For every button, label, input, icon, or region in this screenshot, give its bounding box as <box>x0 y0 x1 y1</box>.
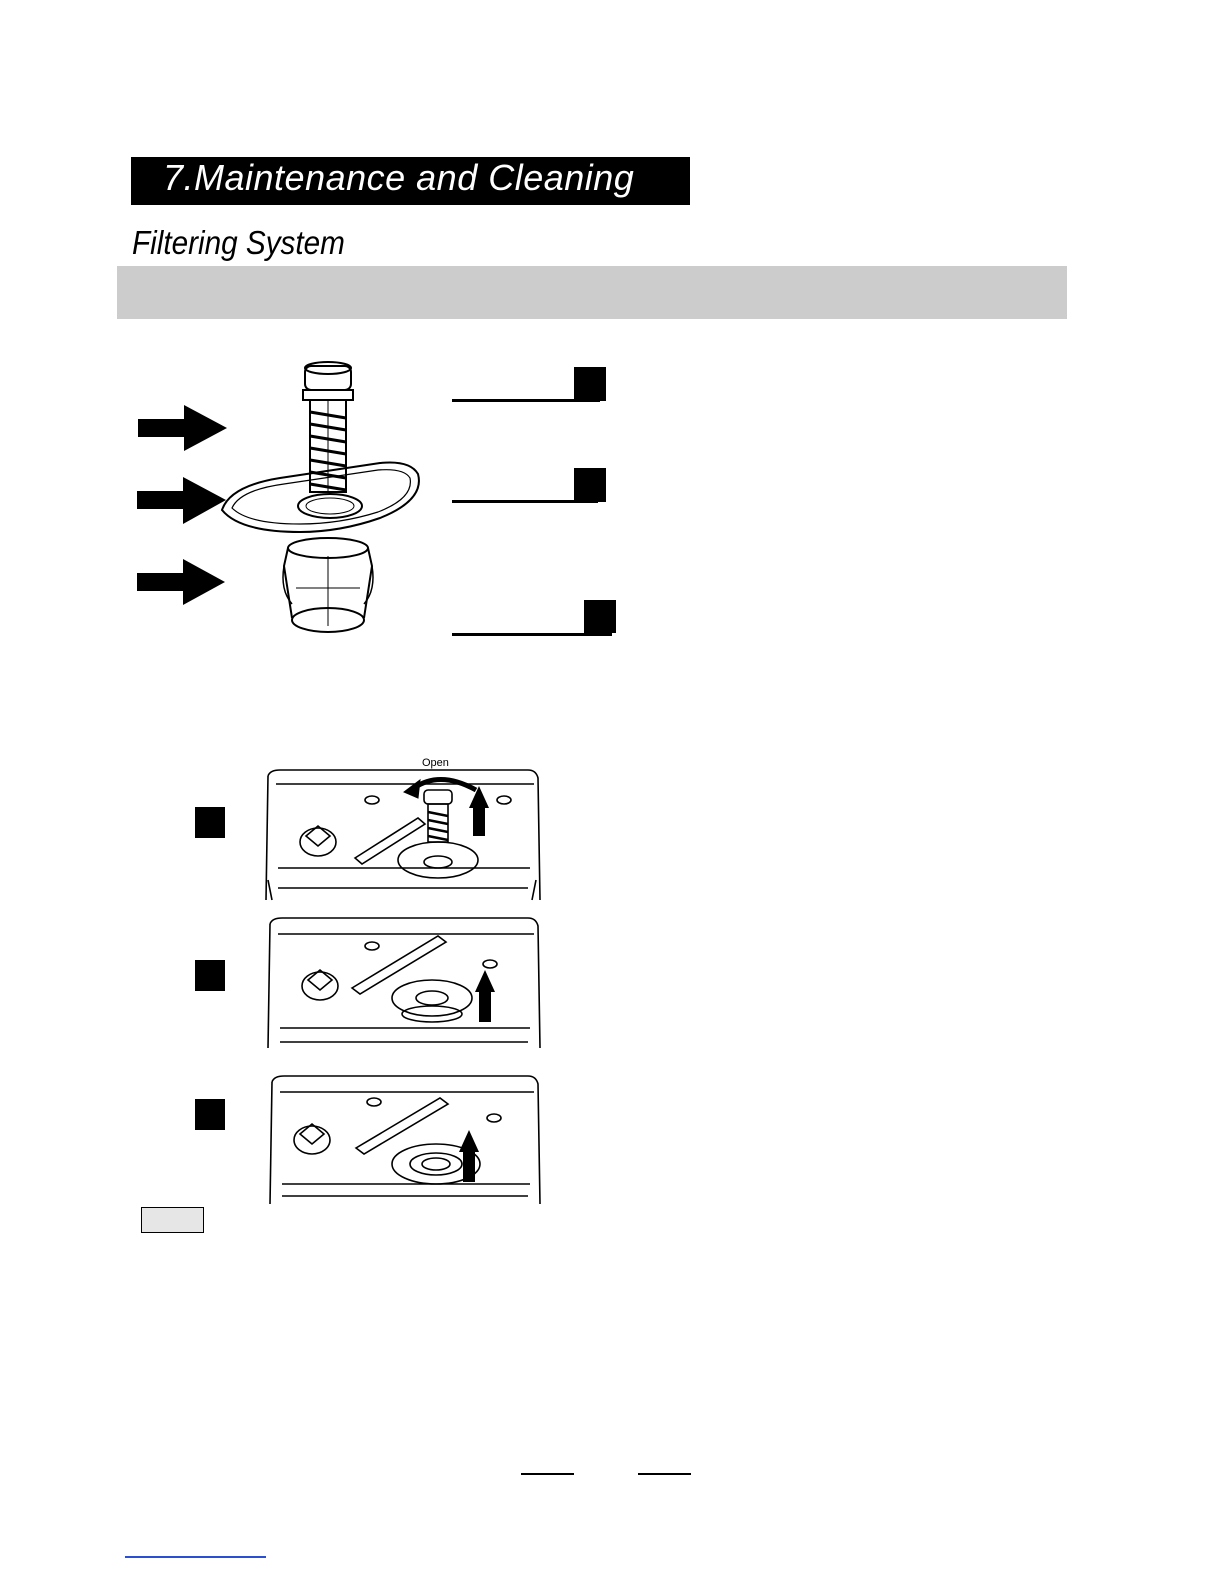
step-callout-square-1 <box>195 807 225 838</box>
leader-line-3 <box>452 633 612 636</box>
open-label: Open <box>422 757 449 769</box>
underline-2 <box>638 1473 691 1475</box>
chapter-title: 7.Maintenance and Cleaning <box>163 157 635 198</box>
pointer-arrow-2 <box>137 477 226 524</box>
underline-1 <box>521 1473 574 1475</box>
callout-square-2 <box>574 468 606 502</box>
note-label-box <box>141 1207 204 1233</box>
open-rotation-arrow <box>404 779 476 798</box>
step-3-illustration <box>270 1076 540 1204</box>
step-2-lift-arrow <box>475 970 495 1022</box>
pointer-arrow-1 <box>138 405 227 451</box>
pointer-arrow-3 <box>137 559 225 605</box>
callout-square-1 <box>574 367 606 401</box>
footer-link-underline[interactable] <box>125 1556 266 1558</box>
section-title: Filtering System <box>132 224 345 261</box>
step-1-lift-arrow <box>469 786 489 836</box>
step-callout-square-3 <box>195 1099 225 1130</box>
step-callout-square-2 <box>195 960 225 991</box>
fine-filter-plate-drawing <box>222 462 419 532</box>
step-2-illustration <box>268 918 540 1048</box>
micro-filter-drawing <box>283 538 373 632</box>
callout-square-3 <box>584 600 616 633</box>
step-1-illustration <box>266 770 540 900</box>
